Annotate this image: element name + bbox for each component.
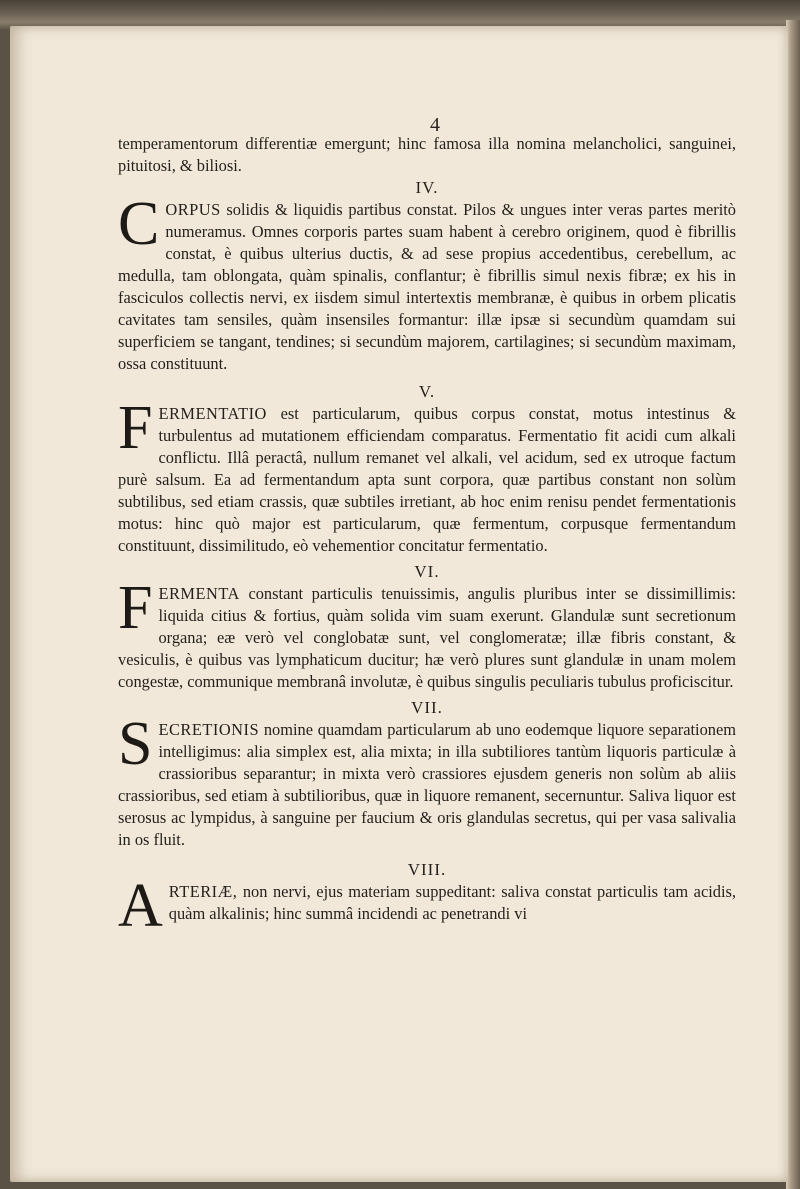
page-text-block <box>118 133 736 940</box>
section-v-text: est particularum, quibus corpus constat, motus intestinus & turbulentus ad mutationem efficiendam comparatus. Fermentatio fit acidi cum alkali conflictu. Illâ peractâ, nullum remanet vel alkali, vel acidum, sed ex utroque factum purè salsum. Ea ad fermentandum apta sunt corpora, quæ partibus constant non solùm subtilibus, sed etiam crassis, quæ subtiles irretiant, ab hoc enim renisu pendet fermentationis motus: hinc quò major est particularum, quæ fermentum, corpusque fermentandum constituunt, dissimilitudo, eò vehementior concitatur fermentatio. <box>118 404 736 555</box>
section-v-paragraph <box>118 394 736 557</box>
intro-paragraph: temperamentorum differentiæ emergunt; hinc famosa illa nomina melancholici, sanguinei, pituitosi, & biliosi. <box>118 134 736 175</box>
dropcap-c: C <box>118 190 160 258</box>
section-vi-paragraph <box>118 574 736 693</box>
section-vii-text: nomine quamdam particularum ab uno eodemque liquore separationem intelligimus: alia simplex est, alia mixta; in illa subtiliores tantùm liquoris particulæ à crassioribus separantur; in mixta verò crassiores ejusdem generis non solùm ab aliis crassioribus, sed etiam à subtilioribus, quæ in liquore remanent, secernuntur. Saliva liquor est serosus ac lympidus, à sanguine per faucium & oris glandulas secretus, qui per vasa salivalia in os fluit. <box>118 720 736 849</box>
section-iv-text: solidis & liquidis partibus constat. Pilos & ungues inter veras partes meritò numeramus. Omnes corporis partes suam habent à cerebro originem, quod è fibrillis constat, è quibus ulterius ductis, & ad sese propius accedentibus, cerebellum, ac medulla, tam oblongata, quàm spinalis, conflantur; è fibrillis simul nexis fibræ; ex his in fasciculos collectis nervi, ex iisdem simul intertextis membranæ, è quibus in orbem plicatis cavitates tam sensiles, quàm insensiles formantur: illæ ipsæ si secundùm quamdam sui superficiem se tangant, tendines; si secundùm majorem, cartilagines; si secundùm maximam, ossa constituunt. <box>118 200 736 373</box>
section-heading-vii: VII. <box>411 698 443 717</box>
section-heading-v: V. <box>418 382 436 401</box>
dropcap-f-2: F <box>118 574 153 642</box>
section-iv-lead: ORPUS <box>165 200 221 219</box>
dropcap-f: F <box>118 394 153 462</box>
section-heading-vi: VI. <box>414 562 440 581</box>
page-number: 4 <box>430 114 440 136</box>
section-v-lead: ERMENTATIO <box>158 404 267 423</box>
section-heading-iv: IV. <box>415 178 439 197</box>
section-heading-viii: VIII. <box>407 860 447 879</box>
section-viii-lead: RTERIÆ, <box>168 882 238 901</box>
section-vii-lead: ECRETIONIS <box>158 720 260 739</box>
page-edge-stack <box>786 20 800 1189</box>
section-viii-paragraph <box>118 872 736 940</box>
dropcap-s: S <box>118 710 153 778</box>
section-vi-text: constant particulis tenuissimis, angulis pluribus inter se dissimillimis: liquida citius & fortius, quàm solida vim suam exerunt. Glandulæ sunt secretionum organa; eæ verò vel conglobatæ sunt, vel conglomeratæ; illæ fibris constant, & vesiculis, è quibus vas lymphaticum ducitur; hæ verò plures sunt glandulæ in unam molem congestæ, communique membranâ involutæ, è quibus singulis peculiaris tubulus proficiscitur. <box>118 584 736 691</box>
section-iv-paragraph <box>118 190 736 375</box>
dropcap-a: A <box>118 872 163 940</box>
section-vi-lead: ERMENTA <box>158 584 240 603</box>
section-vii-paragraph <box>118 710 736 851</box>
section-viii-text: non nervi, ejus materiam suppeditant: saliva constat particulis tam acidis, quàm alkalinis; hinc summâ incidendi ac penetrandi vi <box>168 882 736 923</box>
